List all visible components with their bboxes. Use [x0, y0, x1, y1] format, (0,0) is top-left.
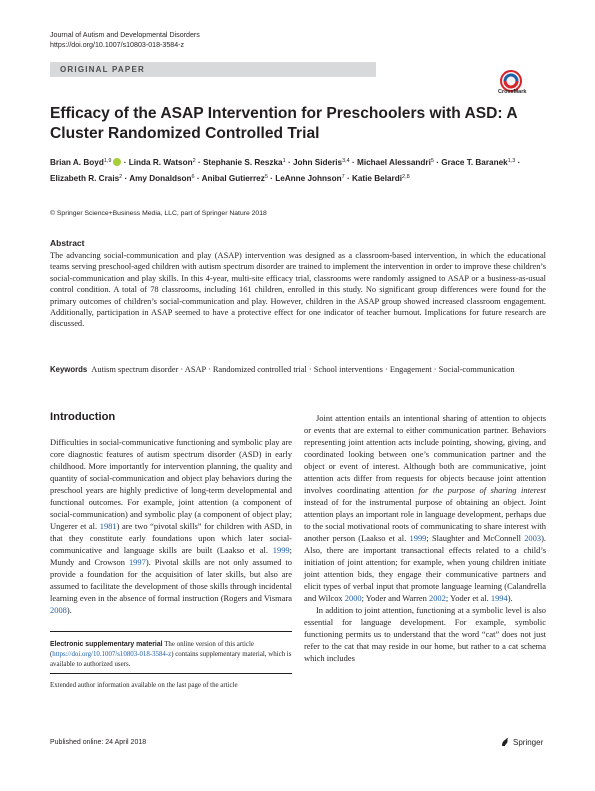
- author-name[interactable]: Katie Belardi: [351, 174, 403, 183]
- article-title: Efficacy of the ASAP Intervention for Preschoolers with ASD: A Cluster Randomized Controlled Trial: [50, 105, 518, 142]
- footnote-divider: [50, 631, 292, 632]
- author-name[interactable]: John Sideris: [292, 158, 343, 167]
- intro-paragraph-1: Difficulties in social-communicative functioning and symbolic play are core diagnostic features of autism spectrum disorder (ASD) in early childhood. More importantly for intervention planning, the quality and quantity of social-communication and object play behaviors during the preschool years are highly predictive of long-term developmental and functional outcomes. For example, joint attention (a component of social-communication) and symbolic play (a component of object play; Ungerer et al. 1981) are two “pivotal skills” for children with ASD, in that they constitute early foundations upon which later social-communicative and language skills are built (Laakso et al. 1999; Mundy and Crowson 1997). Pivotal skills are not only assumed to provide a foundation for the acquisition of later skills, but also are assumed to facilitate the development of those skills through incidental learning even in the absence of formal instruction (Rogers and Vismara 2008).: [50, 437, 293, 615]
- copyright-line: © Springer Science+Business Media, LLC, part of Springer Nature 2018: [50, 210, 267, 217]
- citation-link[interactable]: 2008: [50, 605, 67, 615]
- author-separator: ·: [349, 158, 358, 167]
- citation-link[interactable]: 2002: [428, 593, 446, 603]
- journal-header: [50, 30, 200, 50]
- keywords: [50, 364, 540, 375]
- author-name[interactable]: Stephanie S. Reszka: [202, 158, 283, 167]
- author-name[interactable]: Grace T. Baranek: [441, 158, 508, 167]
- author-separator: ·: [344, 174, 352, 183]
- author-affiliation: 1,3: [507, 158, 516, 164]
- author-separator: ·: [122, 174, 130, 183]
- author-separator: ·: [267, 174, 276, 183]
- author-separator: ·: [195, 158, 203, 167]
- author-list: [50, 154, 550, 186]
- citation-link[interactable]: 1981: [99, 521, 117, 531]
- right-column: [304, 412, 546, 664]
- citation-link[interactable]: 1999: [409, 533, 427, 543]
- crossmark-label: CrossMark: [498, 89, 527, 95]
- keywords-heading: Keywords: [50, 365, 88, 374]
- author-name[interactable]: Michael Alessandri: [357, 158, 431, 167]
- author-name[interactable]: Linda R. Watson: [128, 158, 193, 167]
- citation-link[interactable]: 2000: [344, 593, 362, 603]
- abstract-body: The advancing social-communication and play (ASAP) intervention was designed as a classroom-based intervention, in which the educational teams serving preschool-aged children with autism spectrum disorder are trained to implement the intervention in order to improve these children’s social-communication and play skills. In this 4-year, multi-site efficacy trial, classrooms were randomly assigned to ASAP or a business-as-usual control condition. A total of 78 classrooms, including 161 children, enrolled in this study. No significant group differences were found for the primary outcomes of children’s social-communication and play. However, children in the ASAP group showed increased classroom engagement. Additionally, participation in ASAP seemed to have a protective effect for one indicator of teacher burnout. Implications for future research are discussed.: [50, 251, 546, 329]
- author-name[interactable]: Amy Donaldson: [129, 174, 192, 183]
- citation-link[interactable]: 1999: [272, 545, 290, 555]
- author-affiliation: 2: [119, 174, 123, 180]
- journal-name: Journal of Autism and Developmental Disorders: [50, 31, 200, 39]
- author-separator: ·: [121, 158, 129, 167]
- section-bar: [50, 62, 376, 77]
- intro-paragraph-2: Joint attention entails an intentional sharing of attention to objects or events that are external to either communication partner. Behaviors representing joint attention acts include pointing, showing, giving, and coordinated looking between one’s communication partner and the object or event of interest. Although both are communicative, joint attention acts differ from requests for objects because joint attention involves coordinating attention for the purpose of sharing interest instead of for the instrumental purpose of obtaining an object. Joint attention plays an important role in language development, perhaps due to the social motivational roots of communicating to share interest with another person (Laakso et al. 1999; Slaughter and McConnell 2003). Also, there are important transactional effects related to a child’s initiation of joint attention; for example, when young children initiate joint attention bids, they engage their communicative partners and elicit types of verbal input that promote language learning (Calandrella and Wilcox 2000; Yoder and Warren 2002; Yoder et al. 1994).: [304, 413, 546, 603]
- author-separator: ·: [515, 158, 521, 167]
- published-date: Published online: 24 April 2018: [50, 739, 147, 746]
- author-affiliation: 5: [264, 174, 268, 180]
- footnote-divider: [50, 673, 292, 674]
- esm-footnote: Electronic supplementary material The online version of this article (https://doi.org/10.1007/s10803-018-3584-z) contains supplementary material, which is available to authorized users.: [50, 641, 292, 668]
- publisher-name: Springer: [513, 737, 544, 747]
- citation-link[interactable]: 2003: [524, 533, 542, 543]
- author-separator: ·: [433, 158, 442, 167]
- abstract-heading: Abstract: [50, 238, 85, 248]
- author-name[interactable]: Brian A. Boyd: [50, 158, 104, 167]
- citation-link[interactable]: 1997: [128, 557, 146, 567]
- springer-horse-icon: [500, 737, 510, 747]
- section-label: ORIGINAL PAPER: [60, 65, 145, 74]
- orcid-icon[interactable]: [113, 158, 121, 166]
- author-affiliation: 1,9: [103, 158, 112, 164]
- author-separator: ·: [285, 158, 293, 167]
- author-affiliation: 7: [341, 174, 345, 180]
- introduction-heading: Introduction: [50, 411, 116, 423]
- author-name[interactable]: Elizabeth R. Crais: [50, 174, 120, 183]
- author-separator: ·: [194, 174, 202, 183]
- esm-heading: Electronic supplementary material: [50, 641, 163, 648]
- author-affiliation: 5: [430, 158, 434, 164]
- citation-link[interactable]: 1994: [490, 593, 508, 603]
- esm-link[interactable]: https://doi.org/10.1007/s10803-018-3584-z: [52, 651, 172, 658]
- author-affiliation: 6: [191, 174, 195, 180]
- author-name[interactable]: Anibal Gutierrez: [201, 174, 265, 183]
- author-affiliation: 1: [282, 158, 286, 164]
- publisher-logo: [500, 737, 543, 747]
- extended-author-note: Extended author information available on the last page of the article: [50, 682, 238, 689]
- author-affiliation: 3,4: [342, 158, 350, 164]
- keywords-text: Autism spectrum disorder · ASAP · Randomized controlled trial · School interventions · Engagement · Social-communication: [91, 365, 515, 374]
- intro-paragraph-3: In addition to joint attention, functioning at a symbolic level is also essential for language development. For example, symbolic functioning permits us to understand that the word “cat” does not just refer to the cat that may reside in our home, but rather to a cat schema which includes: [304, 605, 546, 663]
- author-name[interactable]: LeAnne Johnson: [275, 174, 342, 183]
- author-affiliation: 2: [192, 158, 196, 164]
- doi-link[interactable]: https://doi.org/10.1007/s10803-018-3584-z: [50, 41, 185, 49]
- author-affiliation: 2,8: [402, 174, 410, 180]
